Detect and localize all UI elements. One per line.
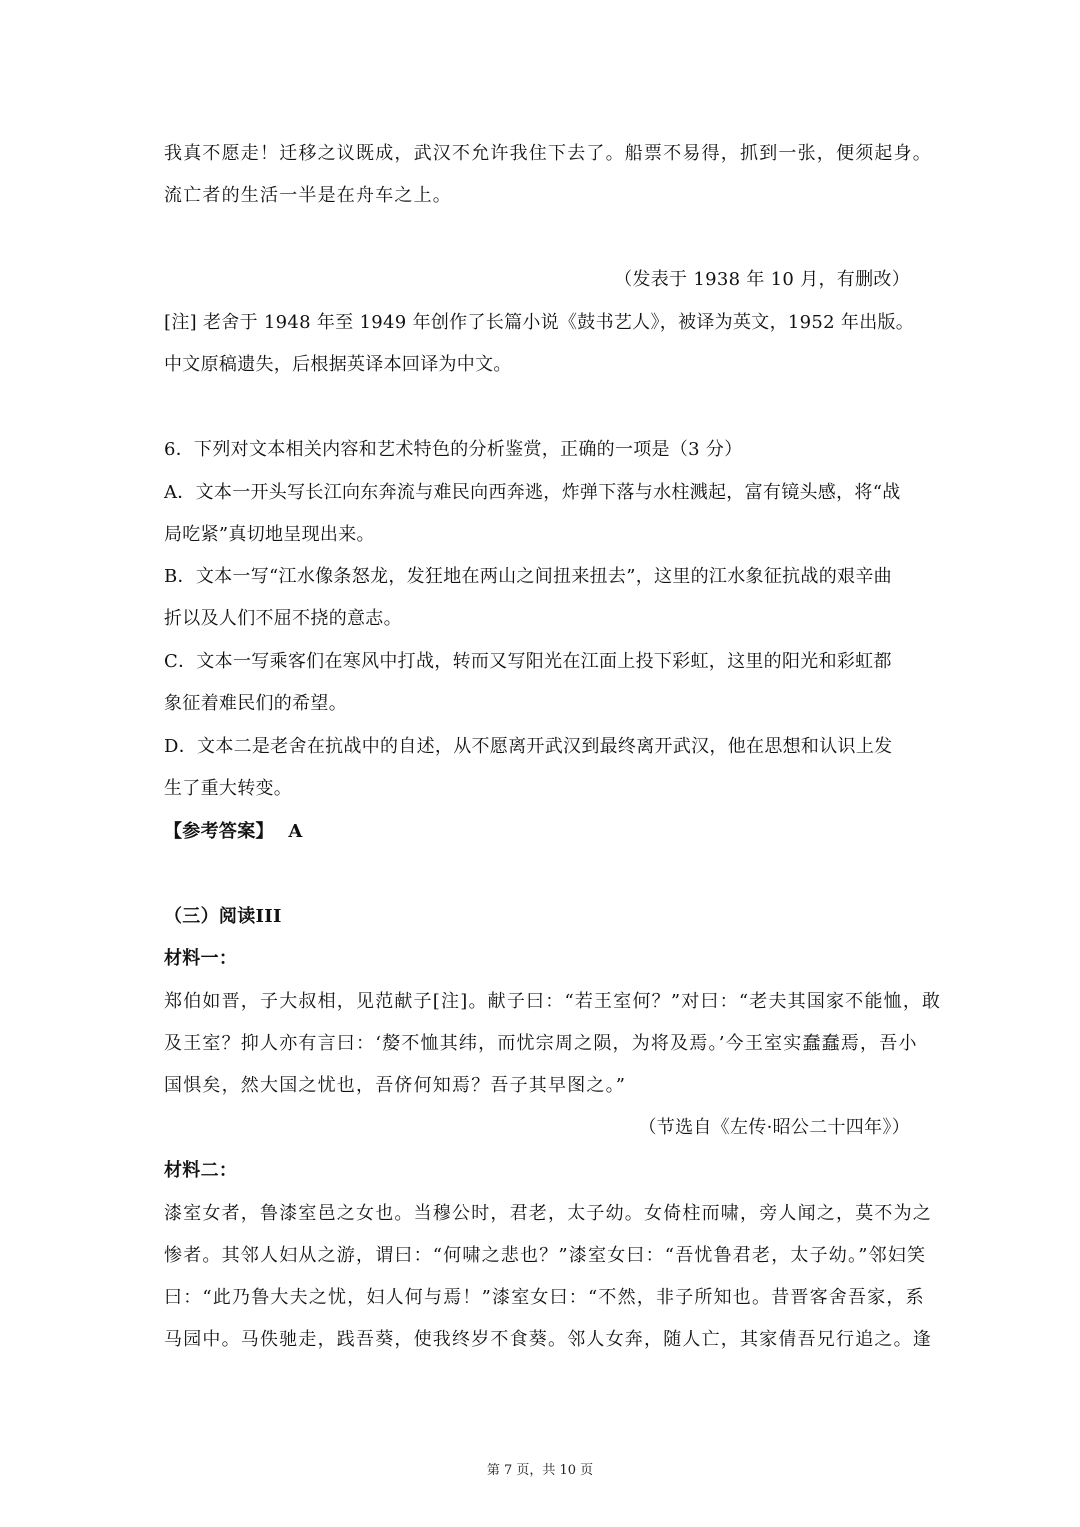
passage-line-1: 我真不愿走！迁移之议既成，武汉不允许我住下去了。船票不易得，抓到一张，便须起身。 xyxy=(164,143,932,164)
material-2-line-2: 惨者。其邻人妇从之游，谓曰：“何啸之悲也？”漆室女曰：“吾忧鲁君老，太子幼。”邻妇笑 xyxy=(164,1245,927,1266)
passage-line-2: 流亡者的生活一半是在舟车之上。 xyxy=(164,185,452,206)
material-2-line-4: 马园中。马佚驰走，践吾葵，使我终岁不食葵。邻人女奔，随人亡，其家倩吾兄行追之。逢 xyxy=(164,1329,932,1350)
material-2-line-3: 曰：“此乃鲁大夫之忧，妇人何与焉！”漆室女曰：“不然，非子所知也。昔晋客舍吾家，系 xyxy=(164,1287,925,1308)
option-c-line-1: C．文本一写乘客们在寒风中打战，转而又写阳光在江面上投下彩虹，这里的阳光和彩虹都 xyxy=(164,651,892,672)
material-1-source: （节选自《左传·昭公二十四年》） xyxy=(638,1117,910,1138)
option-b-line-2: 折以及人们不屈不挠的意志。 xyxy=(164,608,402,629)
material-1-label: 材料一： xyxy=(164,948,238,969)
answer-label: 【参考答案】 xyxy=(164,821,274,842)
material-2-label: 材料二： xyxy=(164,1160,238,1181)
material-1-line-3: 国惧矣，然大国之忧也，吾侪何知焉？吾子其早图之。” xyxy=(164,1075,627,1096)
material-1-line-1: 郑伯如晋，子大叔相，见范献子[注]。献子曰：“若王室何？”对曰：“老夫其国家不能恤，敢 xyxy=(164,991,942,1012)
material-2-line-1: 漆室女者，鲁漆室邑之女也。当穆公时，君老，太子幼。女倚柱而啸，旁人闻之，莫不为之 xyxy=(164,1203,932,1224)
option-c-line-2: 象征着难民们的希望。 xyxy=(164,693,347,714)
answer-value: A xyxy=(288,821,303,842)
option-d-line-2: 生了重大转变。 xyxy=(164,778,293,799)
option-a-line-1: A．文本一开头写长江向东奔流与难民向西奔逃，炸弹下落与水柱溅起，富有镜头感，将“战 xyxy=(164,482,901,503)
option-b-line-1: B．文本一写“江水像条怒龙，发狂地在两山之间扭来扭去”，这里的江水象征抗战的艰辛曲 xyxy=(164,566,892,587)
material-1-line-2: 及王室？抑人亦有言曰：‘嫠不恤其纬，而忧宗周之陨，为将及焉。’今王室实蠢蠢焉，吾小 xyxy=(164,1033,918,1054)
passage-source: （发表于 1938 年 10 月，有删改） xyxy=(614,269,910,290)
question-6-stem: 6．下列对文本相关内容和艺术特色的分析鉴赏，正确的一项是（3 分） xyxy=(164,439,743,460)
page-footer: 第 7 页，共 10 页 xyxy=(486,1463,594,1478)
note-line-1: [注] 老舍于 1948 年至 1949 年创作了长篇小说《鼓书艺人》，被译为英文，1952 年出版。 xyxy=(164,312,915,333)
note-line-2: 中文原稿遗失，后根据英译本回译为中文。 xyxy=(164,354,512,375)
reference-answer xyxy=(164,819,303,845)
option-a-line-2: 局吃紧”真切地呈现出来。 xyxy=(164,524,375,545)
option-d-line-1: D．文本二是老舍在抗战中的自述，从不愿离开武汉到最终离开武汉，他在思想和认识上发 xyxy=(164,736,893,757)
section-3-heading: （三）阅读III xyxy=(164,906,282,927)
